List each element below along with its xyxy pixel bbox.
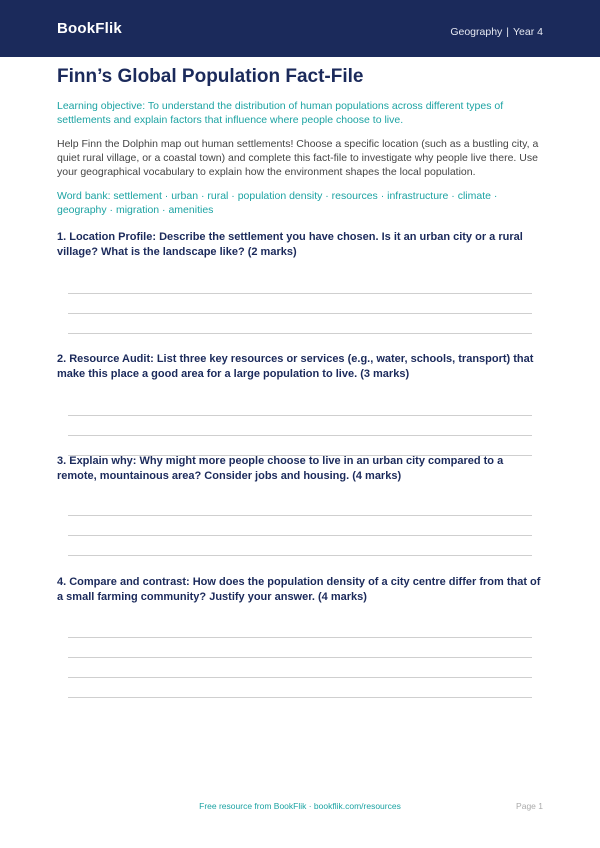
subject-label: Geography <box>450 26 503 38</box>
answer-lines <box>57 605 543 698</box>
intro-paragraph: Help Finn the Dolphin map out human settlements! Choose a specific location (such as a bustling city, a quiet rural village, or a coastal town) and complete this fact-file to investigate why people live there. Use your geographical vocabulary to explain how the environment shapes the local population. <box>57 138 539 178</box>
answer-line[interactable] <box>68 333 532 334</box>
separator: | <box>506 26 510 38</box>
word-bank: Word bank: settlement · urban · rural · population density · resources · infrastructure · climate · geography · migration · amenities <box>57 190 498 216</box>
answer-line[interactable] <box>68 435 532 436</box>
question-3 <box>57 454 543 556</box>
answer-line[interactable] <box>68 535 532 536</box>
page-header <box>0 0 600 57</box>
answer-line[interactable] <box>68 677 532 678</box>
answer-line[interactable] <box>68 555 532 556</box>
answer-line[interactable] <box>68 293 532 294</box>
question-text: 2. Resource Audit: List three key resources or services (e.g., water, schools, transport) that make this place a good area for a large population to live. (3 marks) <box>57 353 534 380</box>
question-text: 1. Location Profile: Describe the settlement you have chosen. Is it an urban city or a rural village? What is the landscape like? (2 marks) <box>57 231 523 258</box>
answer-line[interactable] <box>68 657 532 658</box>
year-label: Year 4 <box>513 26 543 38</box>
page-number: Page 1 <box>516 801 543 811</box>
question-text: 3. Explain why: Why might more people choose to live in an urban city compared to a remote, mountainous area? Consider jobs and housing. (4 marks) <box>57 455 504 482</box>
brand-logo: BookFlik <box>57 20 122 37</box>
question-text: 4. Compare and contrast: How does the population density of a city centre differ from that of a small farming community? Justify your answer. (4 marks) <box>57 576 541 603</box>
question-1 <box>57 230 543 334</box>
answer-line[interactable] <box>68 313 532 314</box>
worksheet-intro <box>57 65 543 217</box>
question-4 <box>57 575 543 698</box>
subject-year-label <box>450 26 543 38</box>
answer-line[interactable] <box>68 637 532 638</box>
learning-objective: Learning objective: To understand the distribution of human populations across different types of settlements and explain factors that influence where people choose to live. <box>57 100 504 126</box>
answer-line[interactable] <box>68 415 532 416</box>
answer-lines <box>57 484 543 556</box>
answer-line[interactable] <box>68 515 532 516</box>
answer-lines <box>57 260 543 334</box>
answer-line[interactable] <box>68 697 532 698</box>
page-title: Finn’s Global Population Fact-File <box>57 66 364 87</box>
answer-lines <box>57 382 543 456</box>
footer-resource-link[interactable]: Free resource from BookFlik · bookflik.com/resources <box>199 801 401 811</box>
question-2 <box>57 352 543 456</box>
